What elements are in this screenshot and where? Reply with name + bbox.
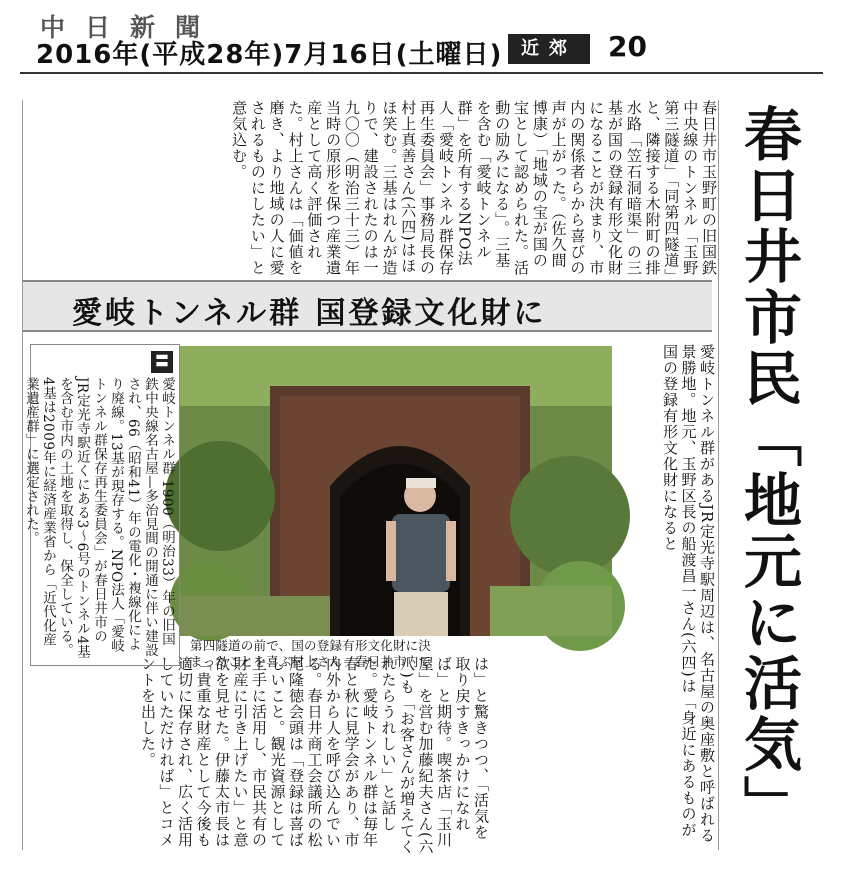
body-bottom-column: は」と驚きつつ、「活気を取り戻すきっかけになれば」と期待。喫茶店「玉川屋」を営む加藤紀夫さん(六八)も「お客さんが増えてくれたらうれしい」と話した。愛岐トンネル群は毎年春と秋に見学会があり、市内外から人を呼び込んでいる。春日井商工会議所の松尾隆徳会頭は「登録は喜ばしいこと。観光資源として上手に活用し、市民共有の財産に引き上げたい」と意欲を見せた。伊藤太市長は「貴重な財産として今後も適切に保存され、広く活用していただければ」とコメントを出した。 <box>139 656 490 855</box>
photo <box>180 346 612 636</box>
lead-text: 春日井市玉野町の旧国鉄中央線のトンネル「玉野第三隧道」「同第四隧道」と、隣接する木附町の排水路「笠石洞暗渠」の三基が国の登録有形文化財になることが決まり、市内の関係者らから喜びの声が上がった。（佐久間博康）「地域の宝が国の宝として認められた。活動の励みになる」。三基を含む「愛岐トンネル群」を所有するNPO法人「愛岐トンネル群保存再生委員会」事務局長の村上真善さん(六四)はほほ笑む。三基はれんが造りで、建設されたのは一九〇〇（明治三十三）年当時の原形を保つ産業遺産として高く評価された。村上さんは「価値を磨き、より地域の人に愛されるものにしたい」と意気込む。 <box>230 100 718 277</box>
keyword-box <box>23 344 180 666</box>
column-divider-left <box>22 100 23 850</box>
tunnel-photo-illustration <box>180 346 612 636</box>
headline: 春日井市民「地元に活気」 <box>734 104 802 836</box>
page-number: 20 <box>608 30 647 63</box>
column-divider-right <box>718 100 719 850</box>
masthead-logo: 中日新聞 <box>40 13 221 42</box>
subheadline: 愛岐トンネル群 国登録文化財に <box>72 296 547 331</box>
keyword-icon: 〓 <box>151 351 173 373</box>
section-label: 近郊 <box>508 34 590 64</box>
top-rule <box>20 72 823 74</box>
keyword-text: 愛岐トンネル群 1900（明治33）年の旧国鉄中央線名古屋—多治見間の開通に伴い建設され、66（昭和41）年の電化・複線化により廃線。13基が現存する。NPO法人「愛岐トンネル群保存再生委員会」が春日井市のJR定光寺駅近くにある3～6号のトンネル4基を含む市内の土地を取得し、保全している。4基は2009年に経済産業省から「近代化産業遺産群」に選定された。 <box>23 377 175 659</box>
caption-line-2: まったことを喜ぶ村上さん＝春日井市内で <box>190 654 432 669</box>
issue-date: 2016年(平成28年)7月16日(土曜日) <box>36 40 503 70</box>
body-right-column: 愛岐トンネル群があるJR定光寺駅周辺は、名古屋の奥座敷と呼ばれる景勝地。地元、玉野区長の船渡昌一さん(六四)は「身近にあるものが国の登録有形文化財になると <box>661 344 716 844</box>
subheadline-banner <box>22 280 712 332</box>
caption-line-1: 第四隧道の前で、国の登録有形文化財に決 <box>190 638 432 653</box>
